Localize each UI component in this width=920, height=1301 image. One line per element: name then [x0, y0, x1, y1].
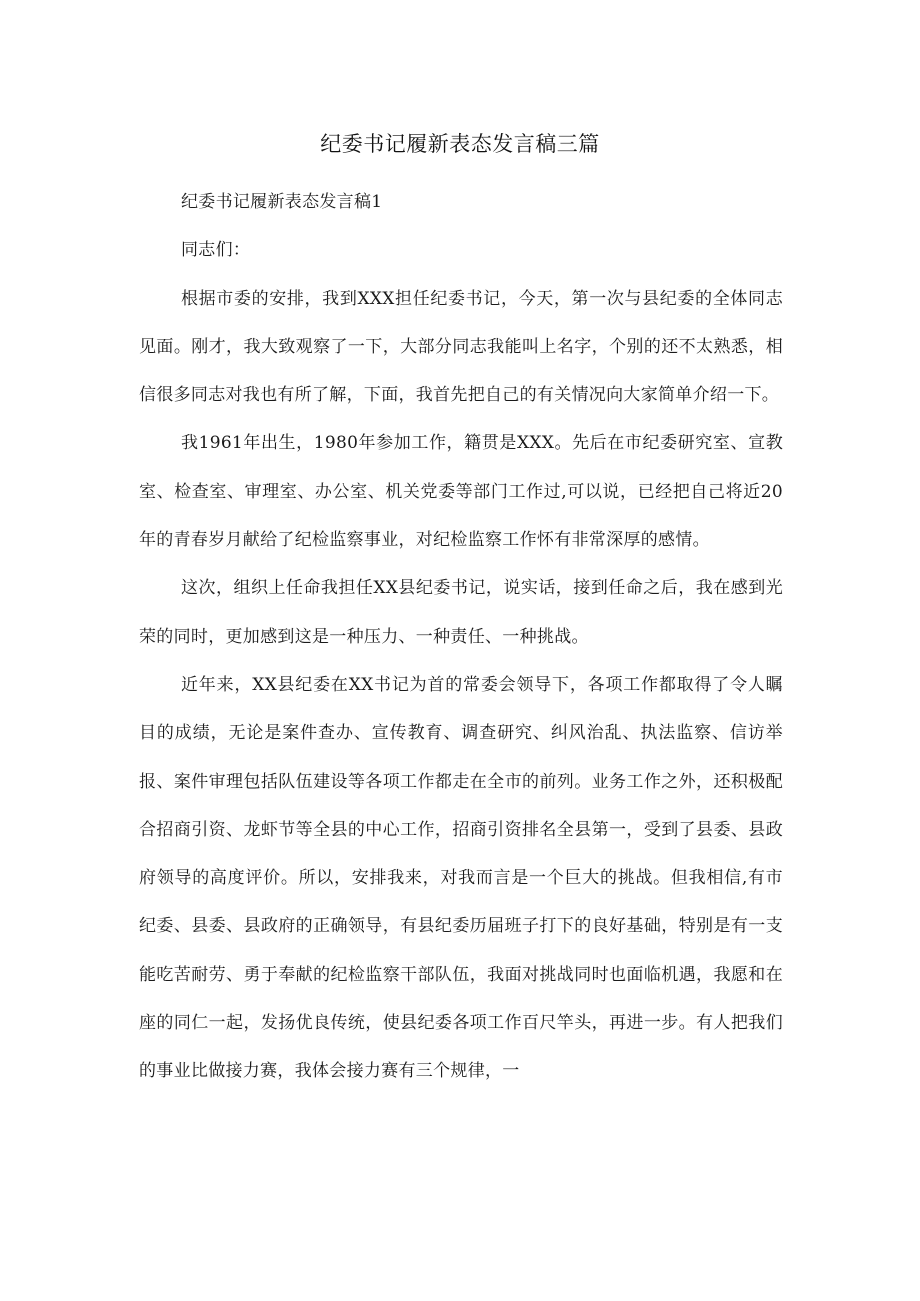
paragraph: 我1961年出生，1980年参加工作，籍贯是XXX。先后在市纪委研究室、宣教室、检查室、审理室、办公室、机关党委等部门工作过,可以说，已经把自己将近20年的青春岁月献给了纪检监察事业，对纪检监察工作怀有非常深厚的感情。 [139, 433, 783, 551]
document-title: 纪委书记履新表态发言稿三篇 [320, 132, 600, 156]
paragraph: 近年来，XX县纪委在XX书记为首的常委会领导下，各项工作都取得了令人瞩目的成绩，无论是案件查办、宣传教育、调查研究、纠风治乱、执法监察、信访举报、案件审理包括队伍建设等各项工作都走在全市的前列。业务工作之外，还积极配合招商引资、龙虾节等全县的中心工作，招商引资排名全县第一，受到了县委、县政府领导的高度评价。所以，安排我来，对我而言是一个巨大的挑战。但我相信,有市纪委、县委、县政府的正确领导，有县纪委历届班子打下的良好基础，特别是有一支能吃苦耐劳、勇于奉献的纪检监察干部队伍，我面对挑战同时也面临机遇，我愿和在座的同仁一起，发扬优良传统，使县纪委各项工作百尺竿头，再进一步。有人把我们的事业比做接力赛，我体会接力赛有三个规律，一 [139, 674, 783, 1082]
section-heading: 纪委书记履新表态发言稿1 [180, 192, 383, 212]
paragraph: 这次，组织上任命我担任XX县纪委书记，说实话，接到任命之后，我在感到光荣的同时，更加感到这是一种压力、一种责任、一种挑战。 [139, 578, 783, 647]
paragraph: 根据市委的安排，我到XXX担任纪委书记，今天，第一次与县纪委的全体同志见面。刚才，我大致观察了一下，大部分同志我能叫上名字，个别的还不太熟悉，相信很多同志对我也有所了解，下面，我首先把自己的有关情况向大家简单介绍一下。 [139, 288, 783, 406]
salutation: 同志们： [180, 240, 251, 261]
document-body [139, 178, 783, 1096]
